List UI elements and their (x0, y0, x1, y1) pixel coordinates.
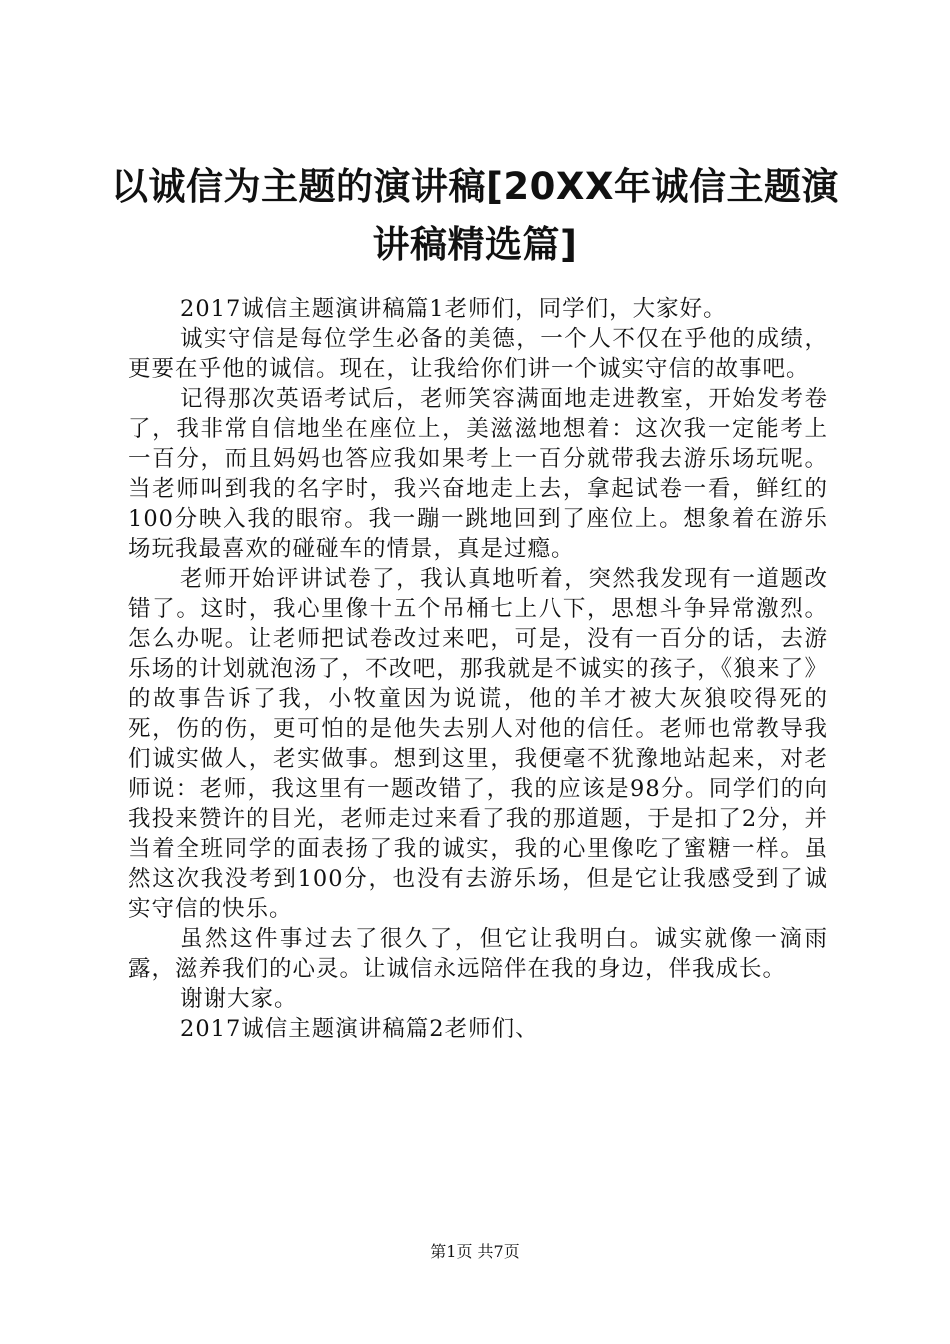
paragraph: 诚实守信是每位学生必备的美德，一个人不仅在乎他的成绩，更要在乎他的诚信。现在，让我给你们讲一个诚实守信的故事吧。 (128, 326, 828, 382)
paragraph: 谢谢大家。 (180, 986, 298, 1012)
paragraph: 虽然这件事过去了很久了，但它让我明白。诚实就像一滴雨露，滋养我们的心灵。让诚信永远陪伴在我的身边，伴我成长。 (128, 926, 828, 982)
paragraph: 记得那次英语考试后，老师笑容满面地走进教室，开始发考卷了，我非常自信地坐在座位上，美滋滋地想着：这次我一定能考上一百分，而且妈妈也答应我如果考上一百分就带我去游乐场玩呢。当老师叫到我的名字时，我兴奋地走上去，拿起试卷一看，鲜红的100分映入我的眼帘。我一蹦一跳地回到了座位上。想象着在游乐场玩我最喜欢的碰碰车的情景，真是过瘾。 (128, 386, 828, 562)
paragraph: 2017诚信主题演讲稿篇2老师们、 (180, 1016, 539, 1042)
paragraph: 老师开始评讲试卷了，我认真地听着，突然我发现有一道题改错了。这时，我心里像十五个吊桶七上八下，思想斗争异常激烈。怎么办呢。让老师把试卷改过来吧，可是，没有一百分的话，去游乐场的计划就泡汤了，不改吧，那我就是不诚实的孩子，《狼来了》的故事告诉了我，小牧童因为说谎，他的羊才被大灰狼咬得死的死，伤的伤，更可怕的是他失去别人对他的信任。老师也常教导我们诚实做人，老实做事。想到这里，我便毫不犹豫地站起来，对老师说：老师，我这里有一题改错了，我的应该是98分。同学们的向我投来赞许的目光，老师走过来看了我的那道题，于是扣了2分，并当着全班同学的面表扬了我的诚实，我的心里像吃了蜜糖一样。虽然这次我没考到100分，也没有去游乐场，但是它让我感受到了诚实守信的快乐。 (128, 566, 828, 922)
paragraph: 2017诚信主题演讲稿篇1老师们，同学们，大家好。 (180, 296, 727, 322)
document-body (128, 294, 828, 1044)
document-title: 以诚信为主题的演讲稿[20XX年诚信主题演讲稿精选篇] (111, 165, 839, 266)
page-number-footer: 第1页 共7页 (430, 1242, 520, 1261)
